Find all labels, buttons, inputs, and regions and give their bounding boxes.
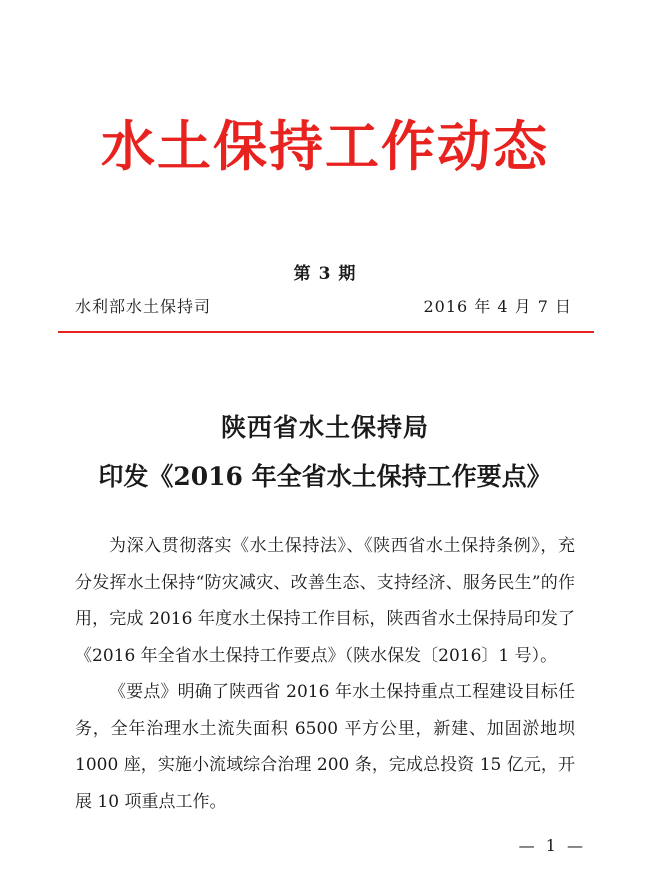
article-title-line2: 印发《2016 年全省水土保持工作要点》: [98, 462, 552, 491]
masthead-title: 水土保持工作动态: [101, 115, 549, 178]
header-divider: [58, 331, 594, 333]
publish-date: 2016 年 4 月 7 日: [423, 297, 572, 316]
article-title-line1: 陕西省水土保持局: [220, 413, 429, 442]
paragraph: 《要点》明确了陕西省 2016 年水土保持重点工程建设目标任务，全年治理水土流失面积 6500 平方公里，新建、加固淤地坝 1000 座，实施小流域综合治理 200 条，完成总投资 15 亿元，开展 10 项重点工作。: [75, 682, 575, 812]
publisher: 水利部水土保持司: [75, 297, 212, 316]
issue-number: 第 3 期: [293, 264, 357, 284]
page-number: — 1 —: [518, 836, 586, 855]
paragraph: 为深入贯彻落实《水土保持法》、《陕西省水土保持条例》，充分发挥水土保持“防灾减灾、改善生态、支持经济、服务民生”的作用，完成 2016 年度水土保持工作目标，陕西省水土保持局印发了《2016 年全省水土保持工作要点》（陕水保发〔2016〕1 号）。: [75, 536, 575, 666]
article-body: [75, 528, 575, 820]
